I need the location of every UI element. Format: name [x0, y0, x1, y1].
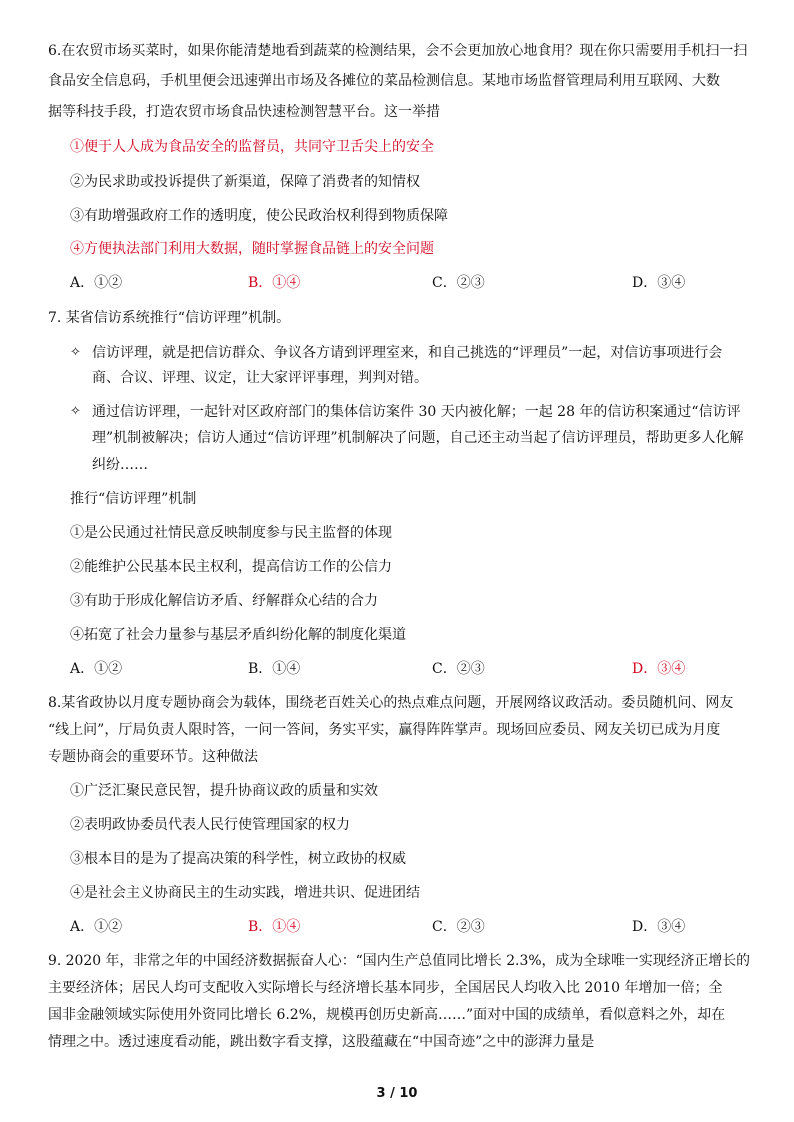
q6-option-a: A．①② [70, 275, 123, 291]
q7-bullet-2-line-3: 纠纷…… [92, 457, 148, 473]
q8-stem-line-1: 8.某省政协以月度专题协商会为载体，围绕老百姓关心的热点难点问题，开展网络议政活动。委员随机问、网友 [48, 695, 734, 711]
q6-stem-line-1: 6.在农贸市场买菜时，如果你能清楚地看到蔬菜的检测结果，会不会更加放心地食用？现在你只需要用手机扫一扫 [48, 43, 748, 59]
q7-item-2: ②能维护公民基本民主权利，提高信访工作的公信力 [70, 559, 392, 575]
q6-option-b: B．①④ [248, 275, 301, 291]
q7-item-4: ④拓宽了社会力量参与基层矛盾纠纷化解的制度化渠道 [70, 627, 406, 643]
q9-stem-line-4: 情理之中。透过速度看动能，跳出数字看支撑，这股蕴藏在“中国奇迹”之中的澎湃力量是 [48, 1034, 595, 1050]
q7-bullet-2-line-2: 理”机制被解决；信访人通过“信访评理”机制解决了问题，自己还主动当起了信访评理员，帮助更多人化解 [92, 430, 744, 446]
q7-option-b: B．①④ [248, 661, 301, 677]
q7-item-1: ①是公民通过社情民意反映制度参与民主监督的体现 [70, 525, 392, 541]
q8-item-2: ②表明政协委员代表人民行使管理国家的权力 [70, 817, 350, 833]
q9-stem-line-2: 主要经济体；居民人均可支配收入实际增长与经济增长基本同步，全国居民人均收入比 2010 年增加一倍；全 [48, 980, 723, 996]
q7-option-d: D．③④ [632, 661, 686, 677]
q8-option-a: A．①② [70, 919, 123, 935]
q6-option-d: D．③④ [632, 275, 686, 291]
q7-option-c: C．②③ [432, 661, 485, 677]
q7-bullet-2-line-1: 通过信访评理，一起针对区政府部门的集体信访案件 30 天内被化解；一起 28 年的信访积案通过“信访评 [92, 404, 741, 420]
q8-item-1: ①广泛汇聚民意民智，提升协商议政的质量和实效 [70, 783, 378, 799]
q8-option-b: B．①④ [248, 919, 301, 935]
q6-item-4: ④方便执法部门利用大数据，随时掌握食品链上的安全问题 [70, 241, 434, 257]
q8-item-4: ④是社会主义协商民主的生动实践，增进共识、促进团结 [70, 885, 420, 901]
q8-item-3: ③根本目的是为了提高决策的科学性，树立政协的权威 [70, 851, 406, 867]
q7-item-3: ③有助于形成化解信访矛盾、纾解群众心结的合力 [70, 593, 378, 609]
q7-title: 7. 某省信访系统推行“信访评理”机制。 [48, 310, 291, 326]
q7-bullet-1-icon: ✧ [70, 345, 81, 360]
q9-stem-line-1: 9. 2020 年，非常之年的中国经济数据振奋人心：“国内生产总值同比增长 2.3%，成为全球唯一实现经济正增长的 [48, 953, 751, 969]
q6-item-2: ②为民求助或投诉提供了新渠道，保障了消费者的知情权 [70, 174, 420, 190]
q7-bullet-2-icon: ✧ [70, 404, 81, 419]
q6-item-3: ③有助增强政府工作的透明度，使公民政治权利得到物质保障 [70, 208, 448, 224]
q6-stem-line-2: 食品安全信息码，手机里便会迅速弹出市场及各摊位的菜品检测信息。某地市场监督管理局利用互联网、大数 [48, 73, 720, 89]
q8-stem-line-3: 专题协商会的重要环节。这种做法 [48, 749, 258, 765]
q6-option-c: C．②③ [432, 275, 485, 291]
q8-option-c: C．②③ [432, 919, 485, 935]
q9-stem-line-3: 国非金融领域实际使用外资同比增长 6.2%，规模再创历史新高……”面对中国的成绩单，看似意料之外，却在 [48, 1007, 726, 1023]
page-number: 3 / 10 [376, 1086, 418, 1101]
q7-bullet-1-line-2: 商、合议、评理、议定，让大家评评事理，判判对错。 [92, 370, 428, 386]
q8-stem-line-2: “线上问”，厅局负责人限时答，一问一答间，务实平实，赢得阵阵掌声。现场回应委员、网友关切已成为月度 [48, 722, 721, 738]
q6-stem-line-3: 据等科技手段，打造农贸市场食品快速检测智慧平台。这一举措 [48, 104, 440, 120]
q8-option-d: D．③④ [632, 919, 686, 935]
q7-option-a: A．①② [70, 661, 123, 677]
q7-bullet-1-line-1: 信访评理，就是把信访群众、争议各方请到评理室来，和自己挑选的“评理员”一起，对信访事项进行会 [92, 345, 723, 361]
q6-item-1: ①便于人人成为食品安全的监督员，共同守卫舌尖上的安全 [70, 139, 434, 155]
q7-lead: 推行“信访评理”机制 [70, 491, 197, 507]
